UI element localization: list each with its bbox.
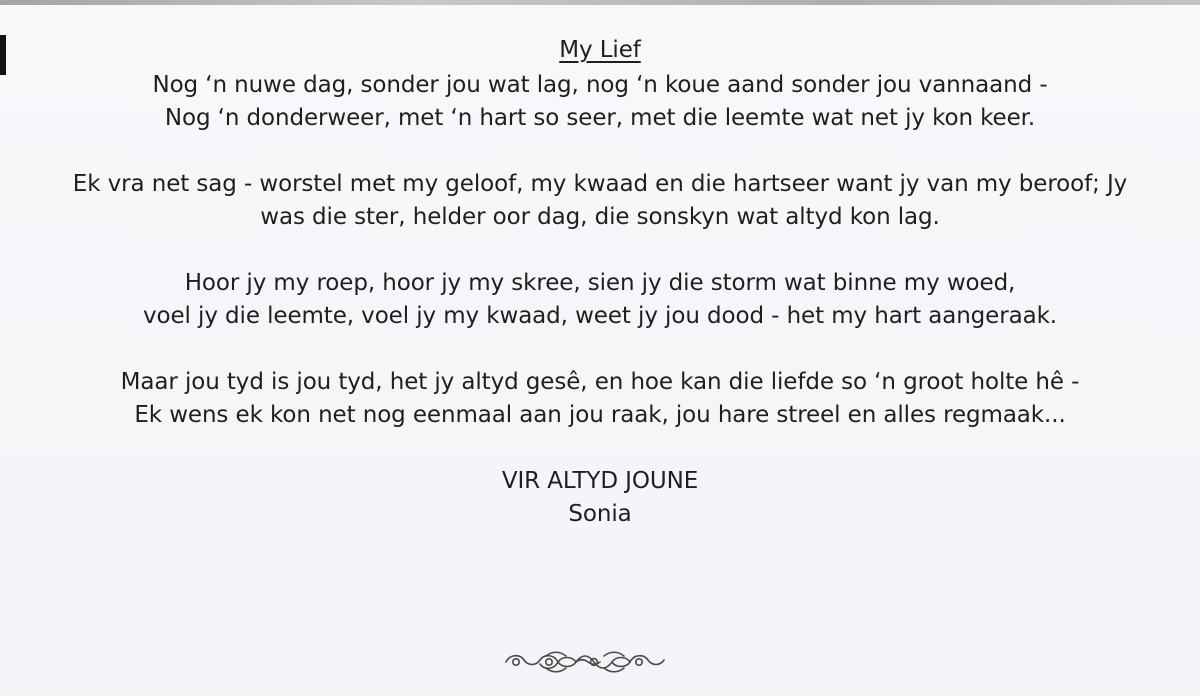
poem-line: Ek vra net sag - worstel met my geloof, my kwaad en die hartseer want jy van my beroof; Jy xyxy=(72,171,1128,197)
poem-line: Maar jou tyd is jou tyd, het jy altyd gesê, en hoe kan die liefde so ‘n groot holte hê - xyxy=(120,369,1080,395)
scroll-ornament-icon xyxy=(500,648,670,676)
stanza-3 xyxy=(0,267,1200,333)
poem-block xyxy=(0,34,1200,531)
stanza-4 xyxy=(0,366,1200,432)
stanza-2 xyxy=(0,168,1200,234)
poem-title: My Lief xyxy=(559,37,641,63)
closing-line: VIR ALTYD JOUNE xyxy=(501,468,699,494)
poem-line: voel jy die leemte, voel jy my kwaad, weet jy jou dood - het my hart aangeraak. xyxy=(143,303,1057,329)
poem-line: Hoor jy my roep, hoor jy my skree, sien jy die storm wat binne my woed, xyxy=(184,270,1016,296)
poem-line: Nog ‘n donderweer, met ‘n hart so seer, met die leemte wat net jy kon keer. xyxy=(164,105,1036,131)
closing-block xyxy=(0,465,1200,531)
top-border xyxy=(0,0,1200,5)
stanza-1 xyxy=(0,69,1200,135)
poem-line: Nog ‘n nuwe dag, sonder jou wat lag, nog ‘n koue aand sonder jou vannaand - xyxy=(152,72,1048,98)
signature: Sonia xyxy=(568,501,632,527)
poem-line: was die ster, helder oor dag, die sonskyn wat altyd kon lag. xyxy=(260,204,940,230)
poem-line: Ek wens ek kon net nog eenmaal aan jou raak, jou hare streel en alles regmaak... xyxy=(134,402,1066,428)
